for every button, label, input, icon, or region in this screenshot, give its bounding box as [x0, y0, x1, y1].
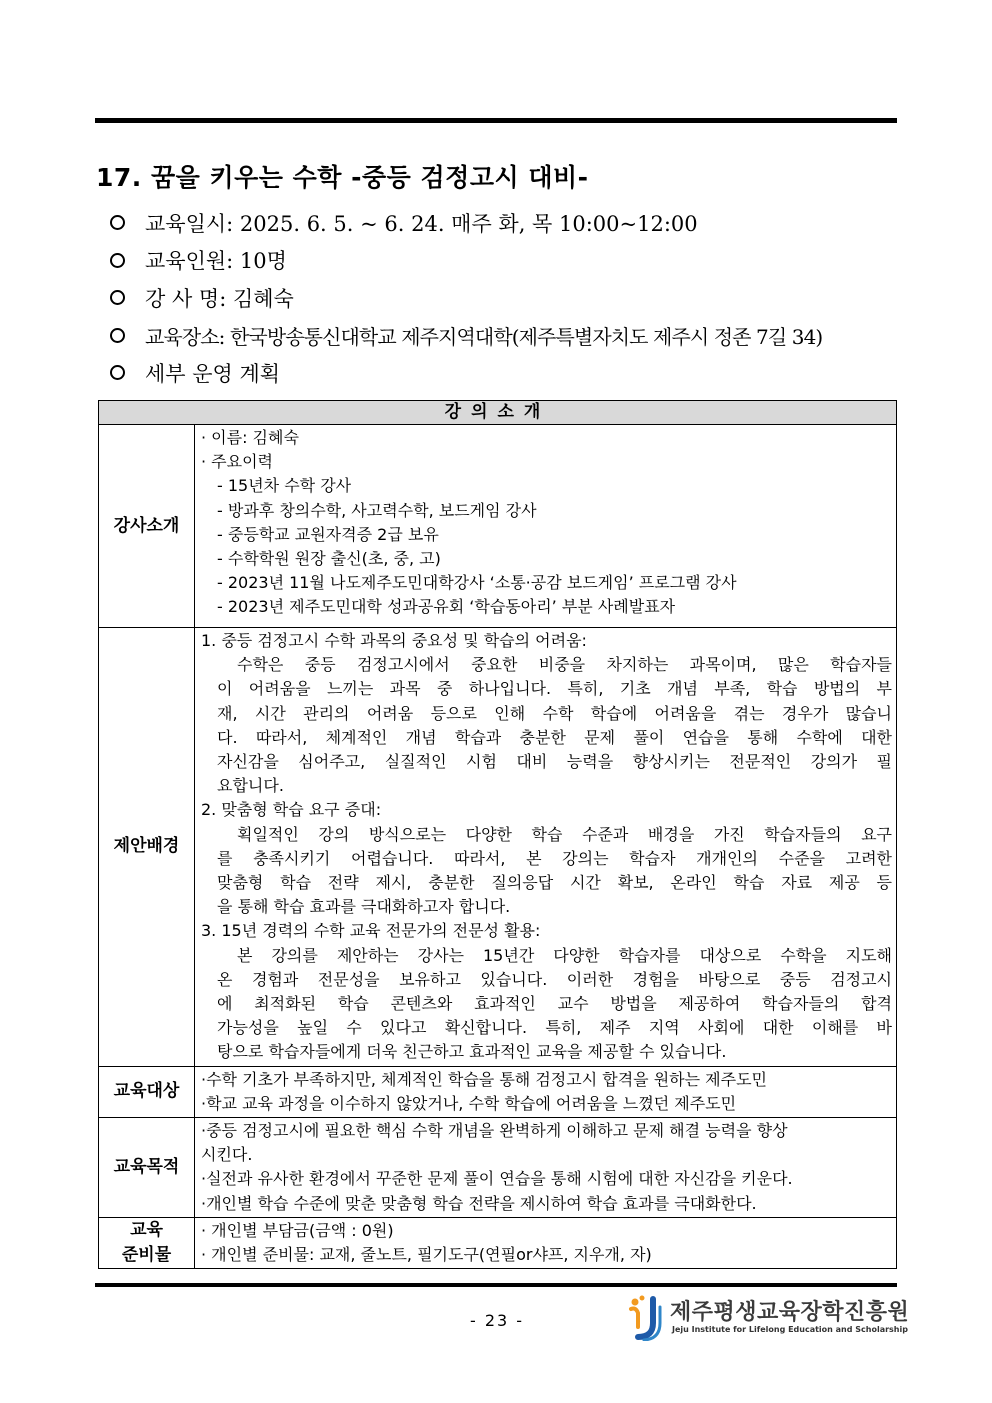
background-paragraph: 수학은 중등 검정고시에서 중요한 비중을 차지하는 과목이며, 많은 학습자들 이 어려움을 느끼는 과목 중 하나입니다. 특히, 기초 개념 부족, 학습 방법의 부 재, 시간 관리의 어려움 등으로 인해 수학 학습에 어려움을 겪는 경우가 많습니 다. 따라서, 체계적인 개념 학습과 충분한 문제 풀이 연습을 통해 수학에 대한 자신감을 심어주고, 실질적인 시험 대비 능력을 향상시키는 전문적인 강의가 필 요합니다.: [217, 655, 893, 796]
section-title: 17. 꿈을 키우는 수학 -중등 검정고시 대비-: [96, 163, 589, 192]
info-plan: 세부 운영 계획: [108, 354, 908, 392]
background-paragraph: 본 강의를 제안하는 강사는 15년간 다양한 학습자를 대상으로 수학을 지도해 온 경험과 전문성을 보유하고 있습니다. 이러한 경험을 바탕으로 중등 검정고시 에 최적화된 학습 콘텐츠와 효과적인 교수 방법을 제공하여 학습자들의 합격 가능성을 높일 수 있다고 확신합니다. 특히, 제주 지역 사회에 대한 이해를 바 탕으로 학습자들에게 더욱 친근하고 효과적인 교육을 제공할 수 있습니다.: [217, 945, 893, 1062]
materials-item: · 개인별 부담금(금액 : 0원): [201, 1220, 394, 1240]
jeju-logo-icon: [626, 1293, 666, 1341]
goal-item: ·실전과 유사한 환경에서 꾸준한 문제 풀이 연습을 통해 시험에 대한 자신감을 키운다.: [201, 1169, 793, 1189]
goal-item: ·개인별 학습 수준에 맞춘 맞춤형 학습 전략을 제시하여 학습 효과를 극대화한다.: [201, 1193, 757, 1213]
background-label: 제안배경: [99, 628, 195, 1067]
org-logo: [626, 1293, 910, 1343]
career-item: - 2023년 11월 나도제주도민대학강사 ‘소통·공감 보드게임’ 프로그램 강사: [217, 573, 737, 593]
career-item: - 중등학교 교원자격증 2급 보유: [217, 524, 439, 544]
goal-item: ·중등 검정고시에 필요한 핵심 수학 개념을 완벽하게 이해하고 문제 해결 능력을 향상 시킨다.: [201, 1121, 788, 1165]
materials-content: [195, 1217, 897, 1268]
circle-bullet-icon: [110, 290, 125, 305]
page-number: - 23 -: [470, 1311, 525, 1330]
target-label: 교육대상: [99, 1066, 195, 1117]
instructor-name: · 이름: 김혜숙: [201, 428, 299, 447]
circle-bullet-icon: [110, 365, 125, 380]
top-rule: [95, 118, 897, 123]
career-item: - 2023년 제주도민대학 성과공유회 ‘학습동아리’ 부분 사례발표자: [217, 597, 676, 617]
info-location: 교육장소: 한국방송통신대학교 제주지역대학(제주특별자치도 제주시 정존 7길 34): [108, 317, 908, 355]
instructor-label: 강사소개: [99, 425, 195, 628]
background-section-title: 2. 맞춤형 학습 요구 증대:: [201, 800, 382, 820]
career-item: - 방과후 창의수학, 사고력수학, 보드게임 강사: [217, 500, 537, 520]
circle-bullet-icon: [110, 328, 125, 343]
course-info-list: [108, 204, 908, 392]
target-item: ·학교 교육 과정을 이수하지 않았거나, 수학 학습에 어려움을 느꼈던 제주도민: [201, 1093, 737, 1113]
target-item: ·수학 기초가 부족하지만, 체계적인 학습을 통해 검정고시 합격을 원하는 제주도민: [201, 1069, 767, 1089]
goal-label: 교육목적: [99, 1118, 195, 1218]
background-section-title: 3. 15년 경력의 수학 교육 전문가의 전문성 활용:: [201, 921, 541, 941]
circle-bullet-icon: [110, 253, 125, 268]
background-paragraph: 획일적인 강의 방식으로는 다양한 학습 수준과 배경을 가진 학습자들의 요구 를 충족시키기 어렵습니다. 따라서, 본 강의는 학습자 개개인의 수준을 고려한 맞춤형 학습 전략 제시, 충분한 질의응답 시간 확보, 온라인 학습 자료 제공 등 을 통해 학습 효과를 극대화하고자 합니다.: [217, 824, 893, 917]
course-table: [98, 400, 897, 1269]
instructor-content: [195, 425, 897, 628]
goal-content: [195, 1118, 897, 1218]
materials-label: 교육 준비물: [99, 1217, 195, 1268]
background-section-title: 1. 중등 검정고시 수학 과목의 중요성 및 학습의 어려움:: [201, 631, 587, 650]
circle-bullet-icon: [110, 215, 125, 230]
bottom-rule: [95, 1283, 897, 1287]
career-item: - 수학학원 원장 출신(초, 중, 고): [217, 549, 441, 569]
info-capacity: 교육인원: 10명: [108, 242, 908, 280]
org-name-en: Jeju Institute for Lifelong Education and Scholarship: [672, 1325, 908, 1334]
table-header: 강의소개: [99, 401, 897, 425]
background-content: [195, 628, 897, 1067]
target-content: [195, 1066, 897, 1117]
career-title: · 주요이력: [201, 452, 273, 472]
career-item: - 15년차 수학 강사: [217, 476, 352, 496]
info-schedule: 교육일시: 2025. 6. 5. ~ 6. 24. 매주 화, 목 10:00~12:00: [108, 204, 908, 242]
materials-item: · 개인별 준비물: 교재, 줄노트, 필기도구(연필or샤프, 지우개, 자): [201, 1245, 652, 1265]
info-instructor: 강 사 명: 김혜숙: [108, 279, 908, 317]
org-name: 제주평생교육장학진흥원: [670, 1300, 910, 1325]
